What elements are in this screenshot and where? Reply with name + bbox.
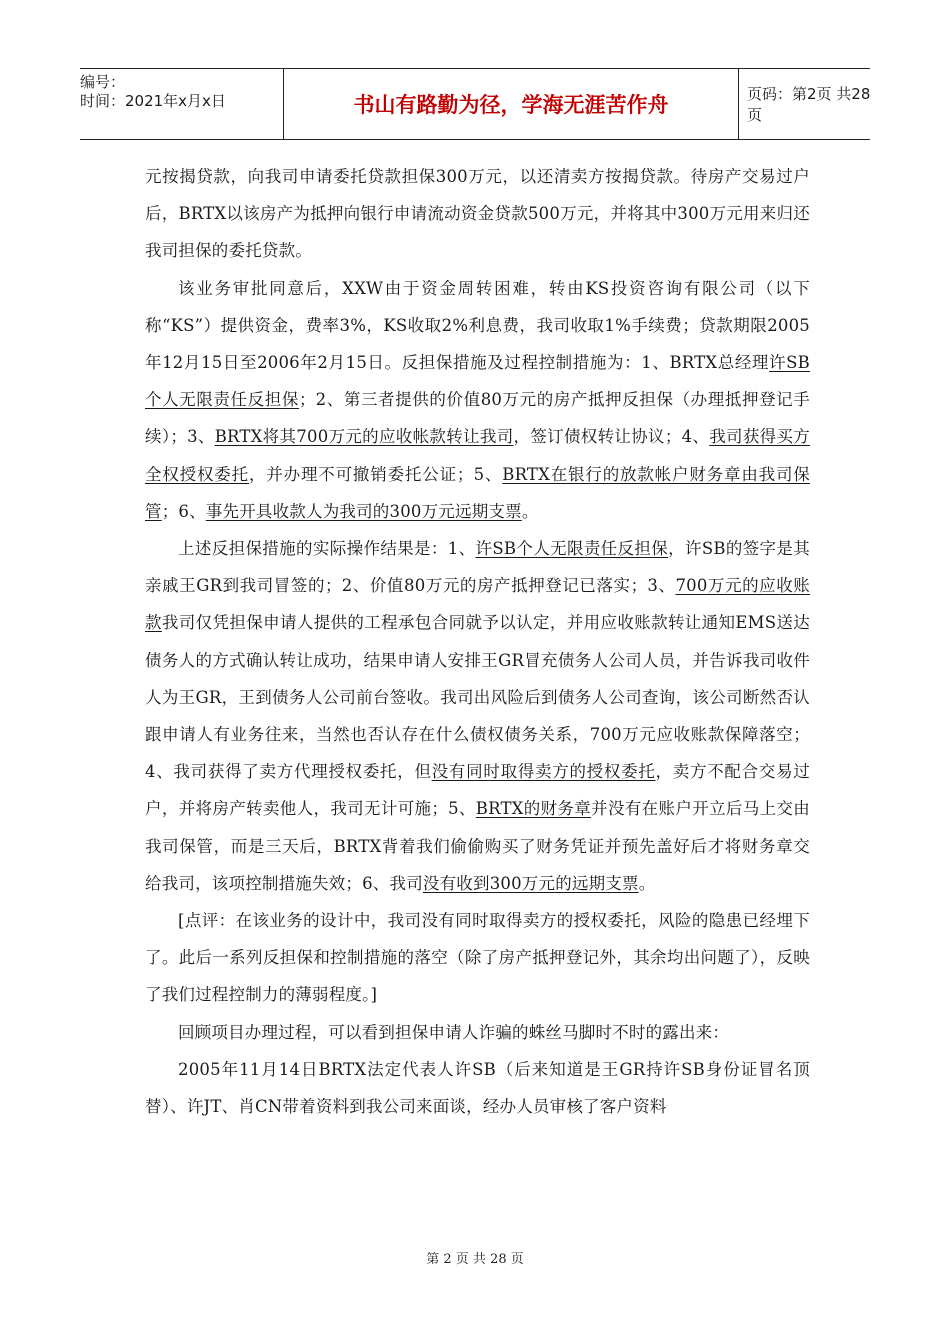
header-motto: 书山有路勤为径，学海无涯苦作舟: [283, 69, 739, 139]
paragraph: [145, 1051, 810, 1125]
text-segment: ，签订债权转让协议；4、: [513, 427, 710, 447]
document-body: [145, 158, 810, 1125]
underlined-text: BRTX在银行的放款帐户财务章由我司保管: [145, 464, 810, 521]
paragraph: [145, 270, 810, 530]
text-segment: 回顾项目办理过程，可以看到担保申请人诈骗的蛛丝马脚时不时的露出来：: [178, 1022, 730, 1042]
underlined-text: 事先开具收款人为我司的300万元远期支票: [205, 501, 522, 521]
underlined-text: BRTX将其700万元的应收帐款转让我司: [214, 427, 514, 447]
paragraph: [145, 1014, 810, 1051]
text-segment: ，许SB的签字是其亲戚王GR到我司冒签的；2、价值80万元的房产抵押登记已落实；3、: [145, 539, 810, 596]
text-segment: 。: [521, 501, 539, 521]
paragraph: [145, 158, 810, 270]
page-header: [80, 68, 870, 140]
page-footer: 第 2 页 共 28 页: [426, 1252, 524, 1267]
text-segment: ，卖方不配合交易过户，并将房产转卖他人，我司无计可施；5、: [145, 762, 810, 819]
text-segment: [点评：在该业务的设计中，我司没有同时取得卖方的授权委托，风险的隐患已经埋下了。此后一系列反担保和控制措施的落空（除了房产抵押登记外，其余均出问题了），反映了我们过程控制力的薄弱程度。]: [145, 911, 810, 1005]
underlined-text: 许SB个人无限责任反担保: [475, 539, 669, 559]
text-segment: 上述反担保措施的实际操作结果是：1、: [178, 539, 476, 559]
text-segment: 。: [638, 873, 656, 893]
paragraph: [145, 530, 810, 902]
text-segment: 并没有在账户开立后马上交由我司保管，而是三天后，BRTX背着我们偷偷购买了财务凭证并预先盖好后才将财务章交给我司，该项控制措施失效；6、我司: [145, 799, 810, 893]
underlined-text: BRTX的财务章: [475, 799, 592, 819]
text-segment: ；2、第三者提供的价值80万元的房产抵押反担保（办理抵押登记手续）；3、: [145, 390, 810, 447]
document-number-label: 编号：: [80, 73, 126, 91]
underlined-text: 700万元的应收账款: [145, 576, 810, 633]
paragraph: [145, 902, 810, 1014]
underlined-text: 许SB个人无限责任反担保: [145, 353, 811, 410]
underlined-text: 没有收到300万元的远期支票: [422, 873, 639, 893]
text-segment: 2005年11月14日BRTX法定代表人许SB（后来知道是王GR持许SB身份证冒名顶替）、许JT、肖CN带着资料到我公司来面谈，经办人员审核了客户资料: [145, 1059, 810, 1117]
text-segment: 该业务审批同意后，XXW由于资金周转困难，转由KS投资咨询有限公司（以下称“KS”）提供资金，费率3%，KS收取2%利息费，我司收取1%手续费；贷款期限2005年12月15日至2006年2月15日。反担保措施及过程控制措施为：1、BRTX总经理: [145, 278, 810, 373]
underlined-text: 我司获得买方全权授权委托: [145, 427, 811, 484]
document-time-label: 时间：2021年x月x日: [80, 92, 226, 110]
text-segment: 元按揭贷款，向我司申请委托贷款担保300万元，以还清卖方按揭贷款。待房产交易过户后，BRTX以该房产为抵押向银行申请流动资金贷款500万元，并将其中300万元用来归还我司担保的委托贷款。: [145, 167, 810, 261]
header-meta: [80, 69, 280, 143]
text-segment: ；6、: [161, 501, 206, 521]
header-page-label: 页码：第2页 共28页: [747, 85, 871, 124]
text-segment: ，并办理不可撤销委托公证；5、: [248, 464, 503, 484]
text-segment: 我司仅凭担保申请人提供的工程承包合同就予以认定，并用应收账款转让通知EMS送达债务人的方式确认转让成功，结果申请人安排王GR冒充债务人公司人员，并告诉我司收件人为王GR，王到债务人公司前台签收。我司出风险后到债务人公司查询，该公司断然否认跟申请人有业务往来，当然也否认存在什么债权债务关系，700万元应收账款保障落空；4、我司获得了卖方代理授权委托，但: [145, 613, 810, 782]
underlined-text: 没有同时取得卖方的授权委托: [431, 762, 656, 782]
